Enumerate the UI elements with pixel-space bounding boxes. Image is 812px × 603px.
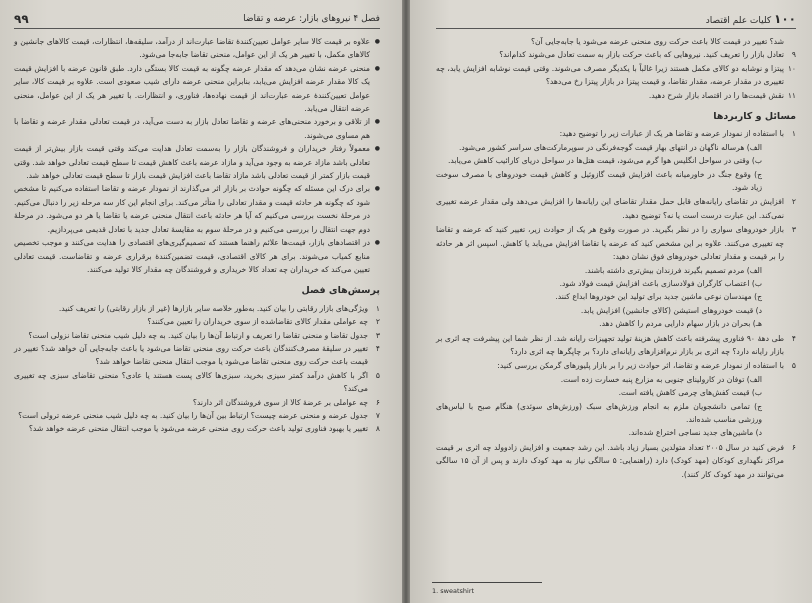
summary-bullet: ● از تلاقی و برخورد منحنی‌های عرضه و تقاضا تعادل بازار به دست می‌آید، در قیمت تعادلی مقدار عرضه و تقاضا با هم مساوی می‌شوند. (14, 115, 380, 142)
summary-bullet: ● برای درک این مسئله که چگونه حوادث بر بازار اثر می‌گذارند از نمودار عرضه و تقاضا استفاده می‌کنیم تا مشخص شود که چگونه هر حادثه قیمت و مقدار تعادلی را متأثر می‌کند. برای انجام این کار سه مرحله زیر را دنبال می‌کنیم. در مرحلهٔ نخست بررسی می‌کنیم که آیا هر حادثه باعث انتقال منحنی عرضه یا تقاضا یا هر دو می‌شود. در مرحلهٔ دوم جهت انتقال را بررسی می‌کنیم و در مرحلهٔ سوم به مقایسهٔ تعادل جدید با تعادل قدیمی می‌پردازیم. (14, 182, 380, 236)
question-item: ۷ جدول عرضه و منحنی عرضه چیست؟ ارتباط بین آن‌ها را بیان کنید. به چه دلیل شیب منحنی عرضه ترولی است؟ (18, 410, 380, 420)
question-item: ۱۱ نقش قیمت‌ها را در اقتصاد بازار شرح دهید. (648, 90, 796, 100)
page-number: ۱۰۰ (774, 12, 796, 26)
right-page-header (436, 10, 796, 29)
question-item: ۱ ویژگی‌های بازار رقابتی را بیان کنید. به‌طور خلاصه سایر بازارها (غیر از بازار رقابتی) را تعریف کنید. (58, 303, 380, 313)
question-item: ۵ اگر با کاهش درآمد کمتر سیزی بخرید، سبزی‌ها کالای پست هستند یا عادی؟ منحنی تقاضای سبزی چه تغییری می‌کند؟ (14, 370, 380, 394)
chapter-title: فصل ۴ نیروهای بازار: عرضه و تقاضا (243, 14, 380, 24)
problem-subitem: الف) توفان در کارولینای جنوبی به مزارع پنبه خسارت زده است. (560, 374, 762, 384)
questions-heading: پرسش‌های فصل (301, 285, 380, 297)
problems-heading: مسائل و کاربردها (713, 111, 796, 123)
summary-bullets (14, 35, 380, 276)
left-page (0, 0, 402, 603)
problem-item: ۲ افزایش در تقاضای رایانه‌های قابل حمل مقدار تقاضای این رایانه‌ها را افزایش می‌دهد ولی مقدار عرضه تغییری نمی‌کند. این عبارت درست است یا نه؟ توضیح دهید. (436, 197, 796, 220)
intro-questions (436, 35, 796, 102)
left-page-body (14, 35, 380, 436)
summary-bullet: ● علاوه بر قیمت کالا سایر عوامل تعیین‌کنندهٔ تقاضا عبارت‌اند از درآمد، سلیقه‌ها، انتظارات، قیمت کالاهای جانشین و کالاهای مکمل، با تغییر هر یک از این عوامل، منحنی تقاضا جابه‌جا می‌شود. (14, 35, 380, 62)
problem-item: ۴ طی دههٔ ۹۰ فناوری پیشرفته باعث کاهش هزینهٔ تولید تجهیزات رایانه شد. از نظر شما این پیشرفت چه اثری بر بازار رایانه دارد؟ چه اثری بر بازار نرم‌افزارهای رایانه‌ای دارد؟ بر چاپگرها چه اثری دارد؟ (436, 333, 796, 356)
running-head (706, 12, 796, 26)
problem-subitem: ج) وقوع جنگ در خاورمیانه باعث افزایش قیمت گازوئیل و کاهش قیمت خودروهای با مصرف سوخت زیاد شود. (436, 169, 762, 193)
summary-bullet: ● منحنی عرضه نشان می‌دهد که مقدار عرضه چگونه به قیمت کالا بستگی دارد. طبق قانون عرضه با افزایش قیمت یک کالا مقدار عرضه افزایش می‌یابد، بنابراین منحنی عرضه دارای شیب صعودی است. علاوه بر قیمت کالا، سایر عوامل تعیین‌کنندهٔ عرضه عبارت‌اند از قیمت نهاده‌ها، فناوری، و انتظارات. با تغییر هر یک از این عوامل، منحنی عرضه انتقال می‌یابد. (14, 62, 380, 116)
right-page (410, 0, 812, 603)
question-item: ۹ تعادل بازار را تعریف کنید. نیروهایی که باعث حرکت بازار به سمت تعادل می‌شوند کدام‌اند؟ (499, 50, 796, 60)
problem-subitem: ج) تمامی دانشجویان ملزم به انجام ورزش‌های سبک (ورزش‌های سوئدی) هنگام صبح با لباس‌های ورزشی مناسب شده‌اند. (436, 401, 762, 424)
right-page-body (436, 35, 796, 481)
problem-subitem: الف) هرساله ناگهان در انتهای بهار قیمت گوجه‌فرنگی در سوپرمارکت‌های سراسر کشور می‌شود. (458, 142, 762, 152)
problem-subitem: د) قیمت خودروهای استیشن (کالای جانشین) افزایش یابد. (580, 305, 762, 315)
problem-subitem: هـ) بحران در بازار سهام دارایی مردم را کاهش دهد. (599, 319, 762, 329)
problem-subitem: ب) قیمت کفش‌های چرمی کاهش یافته است. (618, 388, 762, 398)
question-item: ۱۰ پیتزا و نوشابه دو کالای مکمل هستند زیرا غالباً با یکدیگر مصرف می‌شوند. وقتی قیمت نوشابه افزایش یابد، چه تغییری در مقدار عرضه، مقدار تقاضا، و قیمت پیتزا در بازار پیتزا رخ می‌دهد؟ (436, 63, 796, 87)
problem-item: ۶ فرض کنید در سال ۲۰۰۵ تعداد متولدین بسیار زیاد باشد. این رشد جمعیت و افزایش زادوولد چه اثری بر قیمت مراکز نگهداری کودکان (مهد کودک) دارد (راهنمایی: ۵ سالگی نیاز به مهد کودک دارند و پس از آن ۱۵ سالگی می‌توانند در مهد کودک کار کنند). (436, 442, 796, 479)
question-item: ۴ تغییر در سلیقهٔ مصرف‌کنندگان باعث حرکت روی منحنی تقاضا می‌شود یا باعث جابه‌جایی آن خواهد شد؟ تغییر در قیمت باعث حرکت روی منحنی تقاضا می‌شود یا موجب انتقال منحنی تقاضا خواهد شد؟ (14, 343, 380, 367)
page-number: ۹۹ (14, 12, 29, 26)
book-gutter (402, 0, 410, 603)
left-page-header (14, 10, 380, 29)
summary-bullet: ● در اقتصادهای بازار، قیمت‌ها علائم راهنما هستند که تصمیم‌گیری‌های اقتصادی را هدایت می‌کنند و موجب تخصیص منابع کمیاب می‌شوند. برای هر کالای اقتصادی، قیمت تضمین‌کنندهٔ برقراری عرضه و تقاضاست. قیمت تعادلی تعیین می‌کند که خریداران چه تعداد کالا خریداری و فروشندگان چه مقدار کالا تولید می‌کنند. (14, 236, 380, 276)
problem-item: ۱ با استفاده از نمودار عرضه و تقاضا هر یک از عبارات زیر را توضیح دهید: الف) هرساله ناگهان در انتهای بهار قیمت گوجه‌فرنگی در سوپرمارکت‌های سراسر کشور می‌شود. ب) وقتی در سواحل انگلیس هوا گرم می‌شود، قیمت هتل‌ها در سواحل دریای کارائیب کاهش می‌یابد. ج) وقوع جنگ در خاورمیانه باعث افزایش قیمت گازوئیل و کاهش قیمت خودروهای با مصرف سوخت زیاد شود. (436, 127, 796, 194)
problem-subitem: ب) اعتصاب کارگران فولادسازی باعث افزایش قیمت فولاد شود. (559, 278, 762, 288)
footnote: 1. sweatshirt (432, 587, 475, 595)
problem-subitem: ب) وقتی در سواحل انگلیس هوا گرم می‌شود، قیمت هتل‌ها در سواحل دریای کارائیب کاهش می‌یابد. (447, 156, 762, 166)
question-item: ۳ جدول تقاضا و منحنی تقاضا را تعریف و ارتباط آن‌ها را بیان کنید. به چه دلیل شیب منحنی تقاضا نزولی است؟ (28, 330, 380, 340)
question-item: ۲ چه عواملی مقدار کالای تقاضاشده از سوی خریداران را تعیین می‌کنند؟ (147, 317, 380, 327)
footnote-rule (432, 582, 542, 583)
problem-subitem: ج) مهندسان نوعی ماشین جدید برای تولید این خودروها ابداع کنند. (555, 292, 762, 302)
problem-subitem: الف) مردم تصمیم بگیرند فرزندان بیش‌تری داشته باشند. (584, 265, 762, 275)
questions-list (14, 302, 380, 436)
question-item: شد؟ تغییر در قیمت کالا باعث حرکت روی منحنی عرضه می‌شود یا جابه‌جایی آن؟ (530, 37, 784, 46)
summary-bullet: ● معمولاً رفتار خریداران و فروشندگان بازار را به‌سمت تعادل هدایت می‌کند وقتی قیمت بازار بیش‌تر از قیمت تعادلی باشد مازاد عرضه به وجود می‌آید و مازاد عرضه باعث کاهش قیمت تا سطح قیمت تعادلی خواهد شد. وقتی قیمت بازار کمتر از قیمت تعادلی باشد مازاد تقاضا باعث افزایش قیمت بازار تا سطح قیمت تعادلی خواهد شد. (14, 142, 380, 182)
problem-item: ۵ با استفاده از نمودار عرضه و تقاضا، اثر حوادث زیر را بر بازار پلیورهای گرمکن بررسی کنید: الف) توفان در کارولینای جنوبی به مزارع پنبه خسارت زده است. ب) قیمت کفش‌های چرمی کاهش یافته است. ج) تمامی دانشجویان ملزم به انجام ورزش‌های سبک (ورزش‌های سوئدی) هنگام صبح با لباس‌های ورزشی مناسب شده‌اند. د) ماشین‌های جدید نساجی اختراع شده‌اند. (436, 359, 796, 439)
problem-item: ۳ بازار خودروهای سواری را در نظر بگیرید. در صورت وقوع هر یک از حوادث زیر، تغییر کنید که عرضه و تقاضا چه تغییری می‌کنند. علاوه بر این مشخص کنید که عرضه یا تقاضا افزایش می‌یابد یا کاهش. اسپس اثر هر حادثه را بر قیمت و مقدار تعادلی خودروهای فوق نشان دهید: الف) مردم تصمیم بگیرند فرزندان بیش‌تری داشته باشند. ب) اعتصاب کارگران فولادسازی باعث افزایش قیمت فولاد شود. ج) مهندسان نوعی ماشین جدید برای تولید این خودروها ابداع کنند. د) قیمت خودروهای استیشن (کالای جانشین) افزایش یابد. هـ) بحران در بازار سهام دارایی مردم را کاهش دهد. (436, 223, 796, 330)
question-item: ۸ تغییر یا بهبود فناوری تولید باعث حرکت روی منحنی عرضه می‌شود یا موجب انتقال منحنی عرضه خواهد شد؟ (28, 424, 380, 434)
problems-list (436, 127, 796, 481)
book-title: کلیات علم اقتصاد (705, 16, 772, 26)
question-item: ۶ چه عواملی بر عرضهٔ کالا از سوی فروشندگان اثر دارند؟ (192, 397, 380, 407)
problem-subitem: د) ماشین‌های جدید نساجی اختراع شده‌اند. (628, 428, 762, 438)
